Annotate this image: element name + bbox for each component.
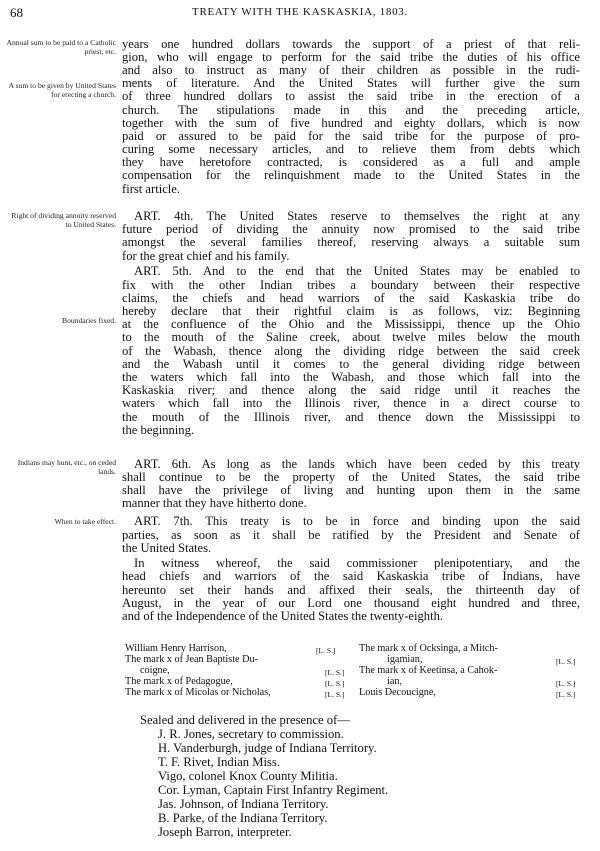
body-line: the United States. (122, 541, 212, 555)
witness-name: T. F. Rivet, Indian Miss. (158, 755, 280, 769)
signature-micolas: The mark x of Micolas or Nicholas, (125, 687, 271, 698)
seal-mark: [L. S.] (316, 646, 336, 655)
body-line: and of the Independence of the United States the twenty-eighth. (122, 609, 444, 623)
body-line: curing some necessary articles, and to relieve them from debts which (122, 142, 580, 156)
body-line: compensation for the relinquishment made to the United States in the (122, 168, 580, 182)
body-line: church. The stipulations made in this and the preceding article, (122, 103, 580, 117)
seal-mark: [L. S.] (325, 679, 345, 688)
seal-mark: [L. S.] (325, 690, 345, 699)
margin-note-boundaries: Boundaries fixed. (62, 316, 116, 325)
body-line: paid or assured to be paid for the said tribe for the purpose of pro- (122, 129, 580, 143)
body-line: and the Wabash until it comes to the general dividing ridge between (122, 357, 580, 371)
body-line: Kaskaskia river; and thence along the said ridge until it reaches the (122, 383, 580, 397)
signature-keetinsa-cont: ian, (387, 676, 402, 687)
body-line: for the great chief and his family. (122, 249, 290, 263)
body-line: shall have the privilege of living and hunting upon them in the same (122, 483, 580, 497)
seal-mark: [L. S.] (556, 657, 576, 666)
body-line: hereunto set their hands and affixed their seals, the thirteenth day of (122, 583, 580, 597)
body-line: manner that they have hitherto done. (122, 496, 307, 510)
body-line: they have heretofore contracted, is considered as a full and ample (122, 155, 580, 169)
body-line: amongst the several families thereof, reserving always a suitable sum (122, 235, 580, 249)
body-line: gion, who will engage to perform for the said tribe the duties of his office (122, 50, 580, 64)
witness-name: Joseph Barron, interpreter. (158, 825, 292, 839)
page-number: 68 (10, 5, 23, 20)
witness-name: J. R. Jones, secretary to commission. (158, 727, 344, 741)
body-line: fix with the other Indian tribes a boundary between their respective (122, 278, 580, 292)
body-line: parties, as soon as it shall be ratified by the President and Senate of (122, 528, 580, 542)
body-line: ments of literature. And the United States will further give the sum (122, 76, 580, 90)
margin-note-hunting: Indians may hunt, etc., on ceded lands. (17, 458, 116, 476)
article-6-line: ART. 6th. As long as the lands which have been ceded by this treaty (134, 457, 580, 471)
article-4-line: ART. 4th. The United States reserve to themselves the right at any (134, 209, 580, 223)
body-line: waters which fall into the Illinois river, thence in a direct course to (122, 396, 580, 410)
body-line: claims, the chiefs and head warriors of the said Kaskaskia tribe do (122, 291, 580, 305)
body-line: of three hundred dollars to assist the said tribe in the erection of a (122, 89, 580, 103)
seal-mark: [L. S.] (556, 679, 576, 688)
body-line: together with the sum of five hundred and eighty dollars, which is now (122, 116, 580, 130)
body-line: the mouth of the Illinois river, and thence down the Mississippi to (122, 410, 580, 424)
body-line: future period of dividing the annuity now promised to the said tribe (122, 222, 580, 236)
signature-ocksinga: The mark x of Ocksinga, a Mitch- (359, 643, 498, 654)
witness-name: H. Vanderburgh, judge of Indiana Territory. (158, 741, 377, 755)
witness-name: B. Parke, of the Indiana Territory. (158, 811, 328, 825)
margin-note-annuity: Right of dividing annuity reserved to United States. (11, 211, 116, 229)
body-line: hereby declare that their rightful claim is as follows, viz: Beginning (122, 304, 580, 318)
body-line: of the Wabash, thence along the dividing ridge between the said creek (122, 344, 580, 358)
signature-pedagogue: The mark x of Pedagogue, (125, 676, 233, 687)
witness-name: Cor. Lyman, Captain First Infantry Regiment. (158, 783, 389, 797)
signature-keetinsa: The mark x of Keetinsa, a Cahok- (359, 665, 498, 676)
witness-name: Jas. Johnson, of Indiana Territory. (158, 797, 329, 811)
margin-note-church: A sum to be given by United States for erecting a church. (8, 81, 116, 99)
body-line: to the mouth of the Saline creek, about twelve miles below the mouth (122, 330, 580, 344)
witness-name: Vigo, colonel Knox County Militia. (158, 769, 338, 783)
witness-intro: Sealed and delivered in the presence of— (140, 713, 350, 727)
signature-ocksinga-cont: igamian, (387, 654, 423, 665)
body-line: and also to instruct as many of their children as possible in the rudi- (122, 63, 580, 77)
signature-harrison: William Henry Harrison, (125, 643, 227, 654)
article-7-line: ART. 7th. This treaty is to be in force and binding upon the said (134, 514, 580, 528)
body-line: the beginning. (122, 423, 195, 437)
article-5-line: ART. 5th. And to the end that the United States may be enabled to (134, 264, 580, 278)
body-line: August, in the year of our Lord one thousand eight hundred and three, (122, 596, 580, 610)
margin-note-effect: When to take effect. (54, 517, 116, 526)
body-line: the waters which fall into the Wabash, and those which fall into the (122, 370, 580, 384)
body-line: at the confluence of the Ohio and the Mississippi, thence up the Ohio (122, 317, 580, 331)
body-line: years one hundred dollars towards the support of a priest of that reli- (122, 37, 580, 51)
witness-clause-line: In witness whereof, the said commissioner plenipotentiary, and the (134, 556, 580, 570)
body-line: shall continue to be the property of the United States, the said tribe (122, 470, 580, 484)
body-line: first article. (122, 182, 181, 196)
body-line: head chiefs and warriors of the said Kaskaskia tribe of Indians, have (122, 569, 580, 583)
margin-note-priest: Annual sum to be paid to a Catholic priest, etc. (6, 38, 116, 56)
seal-mark: [L. S.] (325, 668, 345, 677)
signature-ducoigne-cont: coigne, (140, 665, 170, 676)
signature-ducoigne: The mark x of Jean Baptiste Du- (125, 654, 258, 665)
seal-mark: [L. S.] (556, 690, 576, 699)
signature-decoucigne: Louis Decoucigne, (359, 687, 436, 698)
page-header-title: TREATY WITH THE KASKASKIA, 1803. (192, 6, 408, 18)
